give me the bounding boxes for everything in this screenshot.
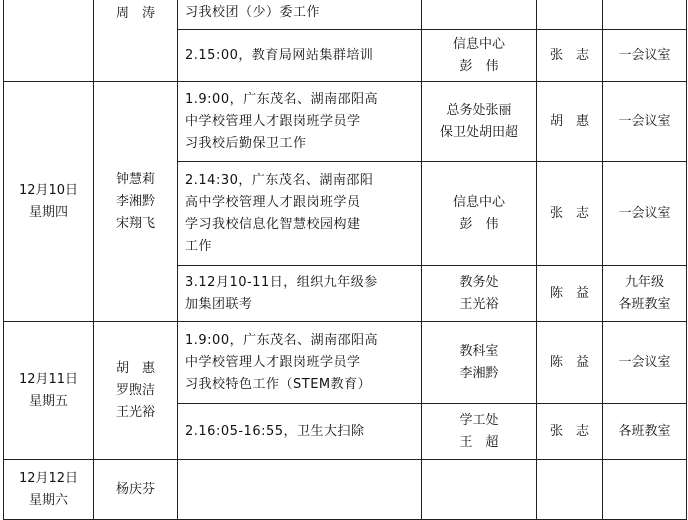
department-cell (422, 82, 537, 162)
leader-name: 张 志 (549, 47, 589, 63)
location-text: 一会议室 (618, 47, 671, 63)
duty-name: 周 涛 (115, 6, 155, 21)
department-cell (422, 404, 537, 460)
task-line: 中学校管理人才跟岗班学员学 (185, 113, 361, 129)
date-cell (4, 0, 94, 82)
weekday-text: 星期五 (28, 393, 68, 409)
location-text: 九年级 (624, 274, 664, 290)
task-cell (178, 0, 422, 30)
task-line: 习我校特色工作（STEM教育） (185, 376, 372, 392)
duty-name: 宋翔飞 (115, 215, 155, 231)
location-cell (603, 460, 687, 520)
duty-name: 罗煦洁 (115, 382, 155, 398)
task-line: 高中学校管理人才跟岗班学员 (185, 194, 361, 210)
leader-name: 陈 益 (549, 354, 589, 370)
duty-cell (94, 322, 178, 460)
leader-cell (537, 82, 603, 162)
contact-name: 保卫处胡田超 (439, 124, 518, 140)
schedule-table (3, 0, 687, 520)
task-line: 习我校后勤保卫工作 (185, 135, 307, 151)
task-cell (178, 322, 422, 404)
duty-name: 钟慧莉 (115, 171, 155, 187)
task-line: 1.9:00，广东茂名、湖南邵阳高 (185, 332, 379, 348)
department-name: 总务处张丽 (446, 102, 512, 118)
department-cell (422, 460, 537, 520)
department-cell (422, 30, 537, 82)
leader-cell (537, 322, 603, 404)
table-row (4, 460, 687, 520)
task-line: 工作 (185, 238, 213, 254)
location-text: 一会议室 (618, 113, 671, 129)
department-name: 信息中心 (452, 194, 505, 210)
location-text: 各班教室 (618, 296, 671, 312)
department-name: 信息中心 (452, 36, 505, 52)
location-text: 各班教室 (618, 423, 671, 439)
table-row (4, 322, 687, 404)
department-cell (422, 322, 537, 404)
task-line: 1.9:00，广东茂名、湖南邵阳高 (185, 91, 379, 107)
location-text: 一会议室 (618, 205, 671, 221)
task-line: 习我校团（少）委工作 (185, 5, 321, 20)
department-name: 教科室 (459, 343, 499, 359)
task-line: 学习我校信息化智慧校园构建 (185, 216, 361, 232)
table-row (4, 82, 687, 162)
leader-cell (537, 162, 603, 266)
leader-name: 陈 益 (549, 285, 589, 301)
task-cell (178, 460, 422, 520)
leader-cell (537, 404, 603, 460)
contact-name: 王光裕 (459, 296, 499, 312)
department-name: 教务处 (459, 274, 499, 290)
task-cell (178, 404, 422, 460)
location-cell (603, 322, 687, 404)
duty-cell (94, 460, 178, 520)
leader-cell (537, 0, 603, 30)
date-cell (4, 82, 94, 322)
leader-cell (537, 266, 603, 322)
location-cell (603, 266, 687, 322)
leader-name: 胡 惠 (549, 113, 589, 129)
leader-cell (537, 460, 603, 520)
task-line: 3.12月10-11日，组织九年级参 (185, 274, 378, 290)
task-cell (178, 30, 422, 82)
contact-name: 彭 伟 (459, 216, 499, 232)
duty-cell (94, 0, 178, 82)
duty-name: 杨庆芬 (115, 481, 155, 497)
duty-name: 王光裕 (115, 404, 155, 420)
leader-cell (537, 30, 603, 82)
duty-name: 李湘黔 (115, 193, 155, 209)
date-text: 12月12日 (18, 470, 79, 486)
date-text: 12月11日 (18, 371, 79, 387)
location-cell (603, 82, 687, 162)
location-cell (603, 30, 687, 82)
leader-name: 张 志 (549, 423, 589, 439)
location-cell (603, 0, 687, 30)
weekday-text: 星期四 (28, 204, 68, 220)
task-cell (178, 82, 422, 162)
weekday-text: 星期六 (28, 492, 68, 508)
location-text: 一会议室 (618, 354, 671, 370)
department-cell (422, 266, 537, 322)
contact-name: 彭 伟 (459, 58, 499, 74)
task-line: 2.14:30，广东茂名、湖南邵阳 (185, 172, 374, 188)
date-cell (4, 460, 94, 520)
duty-name: 胡 惠 (115, 360, 155, 376)
department-cell (422, 162, 537, 266)
department-name: 学工处 (459, 412, 499, 428)
task-line: 中学校管理人才跟岗班学员学 (185, 354, 361, 370)
task-line: 2.15:00，教育局网站集群培训 (185, 47, 374, 63)
contact-name: 王 超 (459, 434, 499, 450)
leader-name: 张 志 (549, 205, 589, 221)
location-cell (603, 404, 687, 460)
duty-cell (94, 82, 178, 322)
task-cell (178, 162, 422, 266)
location-cell (603, 162, 687, 266)
department-cell (422, 0, 537, 30)
date-text: 12月10日 (18, 182, 79, 198)
task-line: 加集团联考 (185, 296, 253, 312)
task-cell (178, 266, 422, 322)
contact-name: 李湘黔 (459, 365, 499, 381)
date-cell (4, 322, 94, 460)
table-row (4, 0, 687, 30)
task-line: 2.16:05-16:55，卫生大扫除 (185, 423, 365, 439)
